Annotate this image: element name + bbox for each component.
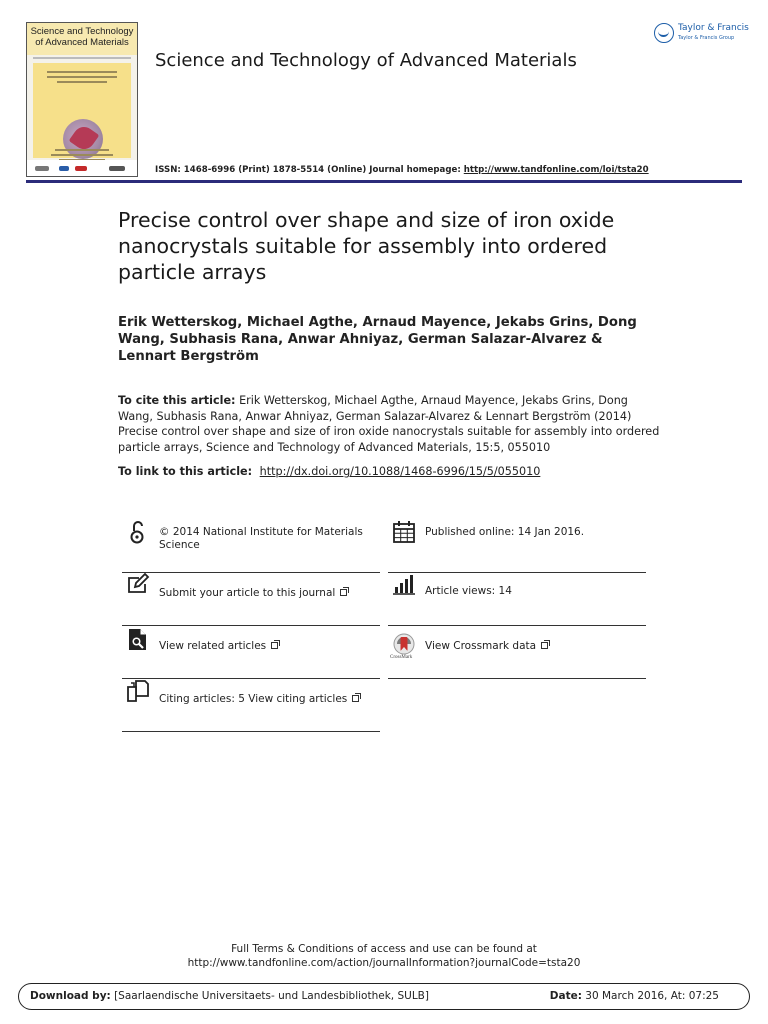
citing-cell[interactable] <box>122 679 380 732</box>
search-document-icon <box>126 626 148 650</box>
download-by-value: [Saarlaendische Universitaets- und Landesbibliothek, SULB] <box>114 990 429 1002</box>
issn-text: ISSN: 1468-6996 (Print) 1878-5514 (Online) Journal homepage: <box>155 165 461 175</box>
download-by <box>30 990 429 1002</box>
submit-article-link[interactable] <box>159 587 374 600</box>
cover-body <box>33 63 131 158</box>
header-rule <box>26 180 742 183</box>
download-date-label: Date: <box>549 990 582 1002</box>
related-cell[interactable] <box>122 626 380 679</box>
download-date <box>550 990 719 1002</box>
article-link-line <box>118 465 540 478</box>
terms-notice <box>0 942 768 970</box>
external-link-icon <box>340 589 347 596</box>
edit-icon <box>126 573 148 597</box>
related-articles-label: View related articles <box>159 640 267 652</box>
citing-articles-icon <box>126 679 148 703</box>
views-cell <box>388 573 646 626</box>
external-link-icon <box>541 642 548 649</box>
download-info-bar <box>18 983 750 1010</box>
cover-logo-mark <box>35 166 49 171</box>
cover-logo-mark <box>109 166 125 171</box>
bar-chart-icon <box>392 573 414 597</box>
crossmark-label: View Crossmark data <box>425 640 537 652</box>
crossmark-icon <box>392 633 416 665</box>
citation-text: Erik Wetterskog, Michael Agthe, Arnaud Mayence, Jekabs Grins, Dong Wang, Subhasis Rana, Anwar Ahniyaz, German Salazar-Alvarez & Lennart Bergström (2014) Precise control over shape and size of iron oxide nanocrystals suitable for assembly into ordered particle arrays, Science and Technology of Advanced Materials, 15:5, 055010 <box>118 394 660 454</box>
publisher-logo[interactable] <box>654 22 750 46</box>
crossmark-link[interactable] <box>425 640 640 653</box>
license-text: © 2014 National Institute for Materials Science <box>159 526 363 551</box>
cover-text-line <box>57 81 107 83</box>
open-access-icon <box>126 520 148 544</box>
article-title: Precise control over shape and size of iron oxide nanocrystals suitable for assembly into ordered particle arrays <box>118 208 615 284</box>
external-link-icon <box>352 695 359 702</box>
publisher-logo-icon <box>654 23 674 43</box>
article-link-label: To link to this article: <box>118 465 253 478</box>
submit-cell[interactable] <box>122 573 380 626</box>
cover-title-line2: of Advanced Materials <box>35 37 129 48</box>
cover-logo-mark <box>59 166 69 171</box>
terms-link[interactable]: http://www.tandfonline.com/action/journalInformation?journalCode=tsta20 <box>187 957 581 969</box>
submit-article-label: Submit your article to this journal <box>159 587 336 599</box>
cover-text-line <box>51 154 113 156</box>
published-cell <box>388 520 646 573</box>
cover-divider <box>33 57 131 59</box>
crossmark-cell[interactable] <box>388 626 646 679</box>
citing-articles-link[interactable] <box>159 693 374 706</box>
citation-block <box>118 393 663 455</box>
cover-text-line <box>47 71 117 73</box>
publisher-group: Taylor & Francis Group <box>678 35 735 41</box>
journal-homepage-link[interactable]: http://www.tandfonline.com/loi/tsta20 <box>463 165 649 175</box>
cover-text-line <box>47 76 117 78</box>
article-authors: Erik Wetterskog, Michael Agthe, Arnaud Mayence, Jekabs Grins, Dong Wang, Subhasis Rana, Anwar Ahniyaz, German Salazar-Alvarez & Lennart Bergström <box>118 315 637 364</box>
cover-text-line <box>55 149 109 151</box>
published-date-text: Published online: 14 Jan 2016. <box>425 526 585 538</box>
citing-articles-label: Citing articles: 5 View citing articles <box>159 693 348 705</box>
calendar-icon <box>392 520 414 544</box>
external-link-icon <box>271 642 278 649</box>
terms-line-1: Full Terms & Conditions of access and use can be found at <box>231 943 537 955</box>
cover-logo-mark <box>75 166 87 171</box>
download-date-value: 30 March 2016, At: 07:25 <box>585 990 719 1002</box>
cover-title <box>27 23 137 55</box>
journal-cover-image <box>26 22 138 177</box>
article-views-text: Article views: 14 <box>425 585 512 597</box>
doi-link[interactable]: http://dx.doi.org/10.1088/1468-6996/15/5/055010 <box>259 465 541 478</box>
download-by-label: Download by: <box>30 990 111 1002</box>
license-cell <box>122 520 380 573</box>
crossmark-caption: CrossMark <box>390 655 413 660</box>
cover-title-line1: Science and Technology <box>30 26 134 37</box>
publisher-name: Taylor & Francis <box>678 23 749 33</box>
cover-footer <box>27 160 137 176</box>
issn-line <box>155 165 649 175</box>
related-articles-link[interactable] <box>159 640 374 653</box>
journal-title: Science and Technology of Advanced Materials <box>155 50 577 71</box>
citation-label: To cite this article: <box>118 394 236 407</box>
